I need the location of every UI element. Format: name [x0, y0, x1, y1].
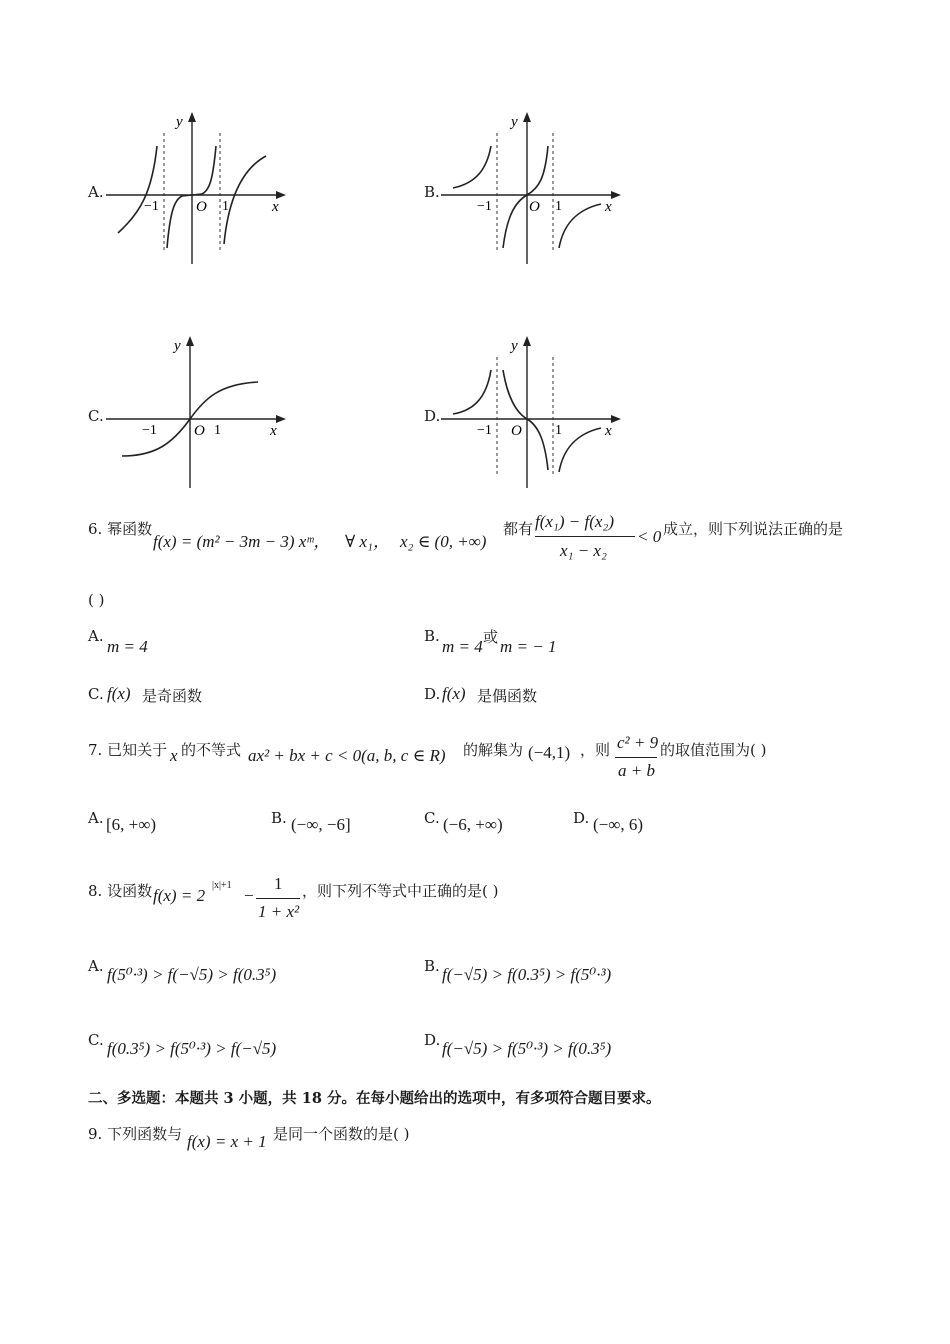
- graph-c: [100, 332, 300, 492]
- q8-exponent: |x|+1: [212, 880, 232, 891]
- graph-b-pos1-label: 1: [555, 199, 562, 214]
- q6-mid: 都有: [503, 520, 534, 538]
- graph-c-x-label: x: [270, 423, 277, 439]
- q8-prefix: 8. 设函数: [88, 882, 153, 900]
- q6-option-c-label[interactable]: C.: [88, 685, 104, 703]
- q8-option-a[interactable]: f(5⁰·³) > f(−√5) > f(0.3⁵): [107, 965, 277, 984]
- graph-a-x-label: x: [272, 199, 279, 215]
- q6-option-b-part2[interactable]: m = − 1: [500, 637, 557, 656]
- graph-b-x-label: x: [605, 199, 612, 215]
- graph-b-label: B.: [424, 183, 440, 201]
- graph-b: [435, 108, 635, 268]
- q6-function: f(x) = (m² − 3m − 3) xᵐ，: [153, 532, 331, 551]
- graph-a-pos1-label: 1: [222, 199, 229, 214]
- q8-minus: −: [243, 886, 255, 905]
- graph-c-neg1-label: −1: [142, 423, 157, 438]
- q6-frac-denominator: x₁ − x₂: [560, 541, 607, 560]
- graph-c-origin-label: O: [194, 423, 205, 439]
- graph-b-neg1-label: −1: [477, 199, 492, 214]
- graph-a-label: A.: [88, 183, 104, 201]
- q6-option-c-func[interactable]: f(x): [107, 684, 131, 703]
- q7-option-a[interactable]: [6, +∞): [106, 815, 157, 834]
- graph-a-origin-label: O: [196, 199, 207, 215]
- q6-option-b-or: 或: [483, 628, 499, 646]
- graph-c-y-label: y: [174, 338, 181, 354]
- q7-option-c[interactable]: (−6, +∞): [443, 815, 503, 834]
- q6-suffix: 成立，则下列说法正确的是: [663, 520, 844, 538]
- q8-suffix: ，则下列不等式中正确的是( ): [302, 882, 499, 900]
- q6-option-d-func[interactable]: f(x): [442, 684, 466, 703]
- q6-option-a-label[interactable]: A.: [88, 627, 104, 645]
- q7-frac-denominator: a + b: [618, 761, 655, 780]
- q7-mid1: 的不等式: [181, 741, 242, 759]
- q6-option-c-text[interactable]: 是奇函数: [142, 687, 203, 705]
- q7-option-b-label[interactable]: B.: [271, 809, 287, 827]
- q6-paren: ( ): [88, 591, 105, 609]
- q8-option-c-label[interactable]: C.: [88, 1031, 104, 1049]
- q6-frac-bar: [535, 536, 635, 537]
- q6-option-d-label[interactable]: D.: [424, 685, 441, 703]
- graph-d-origin-label: O: [511, 423, 522, 439]
- q8-option-d[interactable]: f(−√5) > f(5⁰·³) > f(0.3⁵): [442, 1039, 612, 1058]
- q7-inequality: ax² + bx + c < 0(a, b, c ∈ R): [248, 746, 446, 765]
- q7-mid2: 的解集为: [463, 741, 524, 759]
- section-2-heading: 二、多选题：本题共 3 小题，共 18 分。在每小题给出的选项中，有多项符合题目要求。: [88, 1090, 661, 1107]
- q7-var: x: [170, 746, 178, 765]
- q6-option-b-label[interactable]: B.: [424, 627, 440, 645]
- graph-d-y-label: y: [511, 338, 518, 354]
- graph-d-neg1-label: −1: [477, 423, 492, 438]
- q7-prefix: 7. 已知关于: [88, 741, 168, 759]
- q8-option-b[interactable]: f(−√5) > f(0.3⁵) > f(5⁰·³): [442, 965, 612, 984]
- q7-suffix: 的取值范围为( ): [660, 741, 767, 759]
- graph-a-neg1-label: −1: [144, 199, 159, 214]
- q9-suffix: 是同一个函数的是( ): [273, 1125, 410, 1143]
- graph-d-pos1-label: 1: [555, 423, 562, 438]
- q8-frac-bar: [256, 898, 300, 899]
- q8-frac-numerator: 1: [274, 874, 283, 893]
- q7-frac-bar: [615, 757, 657, 758]
- q6-frac-numerator: f(x₁) − f(x₂): [535, 512, 614, 531]
- q9-function: f(x) = x + 1: [187, 1132, 267, 1151]
- q6-forall: ∀ x₁，: [345, 532, 390, 551]
- q6-option-a[interactable]: m = 4: [107, 637, 148, 656]
- graph-d-x-label: x: [605, 423, 612, 439]
- q8-frac-denominator: 1 + x²: [258, 902, 300, 921]
- q7-solution-set: (−4,1): [528, 743, 571, 762]
- graph-c-pos1-label: 1: [214, 423, 221, 438]
- q6-option-d-text[interactable]: 是偶函数: [477, 687, 538, 705]
- q7-option-c-label[interactable]: C.: [424, 809, 440, 827]
- graph-b-origin-label: O: [529, 199, 540, 215]
- graph-d: [435, 332, 635, 492]
- q7-option-d-label[interactable]: D.: [573, 809, 590, 827]
- graph-a-y-label: y: [176, 114, 183, 130]
- q9-prefix: 9. 下列函数与: [88, 1125, 183, 1143]
- q6-option-b-part1[interactable]: m = 4: [442, 637, 483, 656]
- graph-a: [100, 108, 300, 268]
- q8-option-b-label[interactable]: B.: [424, 957, 440, 975]
- q7-frac-numerator: c² + 9: [617, 733, 659, 752]
- q7-option-a-label[interactable]: A.: [88, 809, 104, 827]
- q6-lt0: < 0: [637, 527, 662, 546]
- q6-prefix: 6. 幂函数: [88, 520, 153, 538]
- q7-option-d[interactable]: (−∞, 6): [593, 815, 644, 834]
- q7-option-b[interactable]: (−∞, −6]: [291, 815, 351, 834]
- graph-c-label: C.: [88, 407, 104, 425]
- q6-domain: x₂ ∈ (0, +∞): [400, 532, 487, 551]
- q8-option-c[interactable]: f(0.3⁵) > f(5⁰·³) > f(−√5): [107, 1039, 277, 1058]
- q8-option-a-label[interactable]: A.: [88, 957, 104, 975]
- q8-option-d-label[interactable]: D.: [424, 1031, 441, 1049]
- graph-d-label: D.: [424, 407, 441, 425]
- q7-mid3: ，则: [580, 741, 611, 759]
- graph-b-y-label: y: [511, 114, 518, 130]
- q8-func-left: f(x) = 2: [153, 886, 206, 905]
